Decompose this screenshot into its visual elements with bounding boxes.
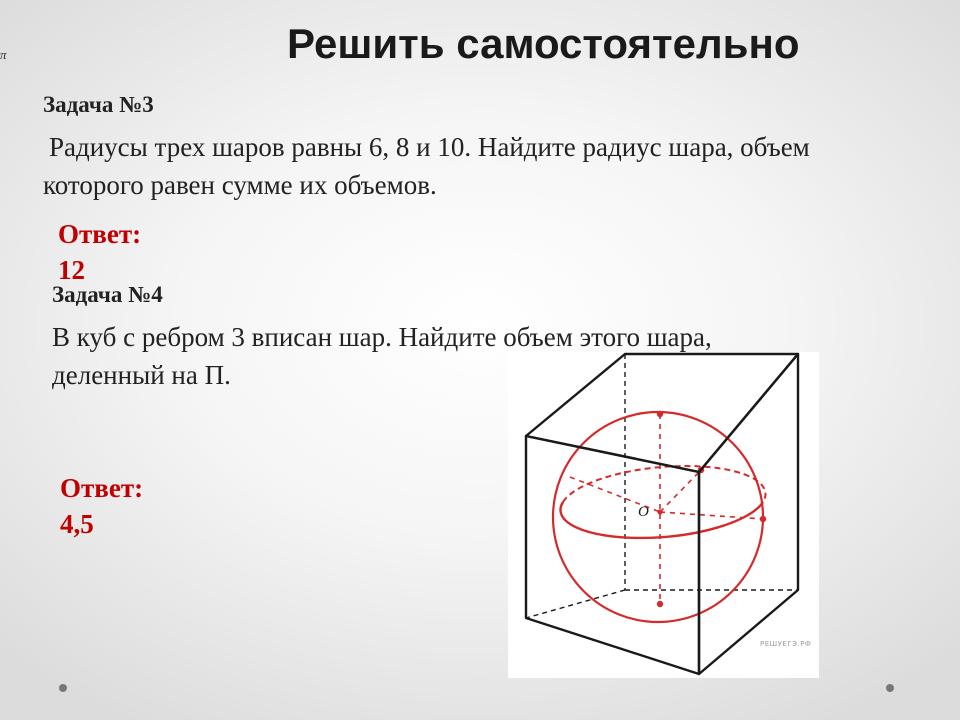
cube-sphere-figure	[508, 352, 819, 678]
nav-prev-dot[interactable]	[59, 684, 67, 692]
task3-heading: Задача №3	[43, 92, 154, 117]
sphere	[553, 411, 766, 622]
task4-answer	[60, 470, 143, 542]
task3-answer-label: Ответ:	[58, 219, 142, 249]
task4-answer-label: Ответ:	[60, 473, 144, 503]
radius-back	[660, 470, 701, 512]
center-label: O	[638, 504, 649, 520]
cube-sphere-diagram	[508, 352, 819, 678]
equator-front	[560, 502, 763, 538]
nav-next-dot[interactable]	[886, 684, 894, 692]
cube-visible-edges	[526, 354, 798, 674]
hidden-edge-bottom-left	[526, 590, 625, 618]
corner-pi-mark: π	[0, 47, 7, 62]
task3-answer	[58, 216, 141, 288]
point-bottom	[657, 601, 663, 607]
task4-heading: Задача №4	[52, 282, 163, 307]
point-right	[760, 516, 766, 522]
task4-text: В куб с ребром 3 вписан шар. Найдите объем этого шара, деленный на П.	[52, 322, 712, 390]
task4-answer-value: 4,5	[60, 509, 94, 539]
equator-back	[563, 466, 766, 502]
slide-title: Решить самостоятельно	[287, 20, 800, 67]
task3-text: Радиусы трех шаров равны 6, 8 и 10. Найдите радиус шара, объем которого равен сумме их объемов.	[43, 132, 810, 200]
point-center	[657, 509, 662, 514]
cube-front-face	[526, 436, 699, 674]
point-top	[657, 411, 663, 417]
watermark: РЕШУЕГЭ.РФ	[760, 640, 812, 648]
task3-answer-value: 12	[58, 255, 85, 285]
